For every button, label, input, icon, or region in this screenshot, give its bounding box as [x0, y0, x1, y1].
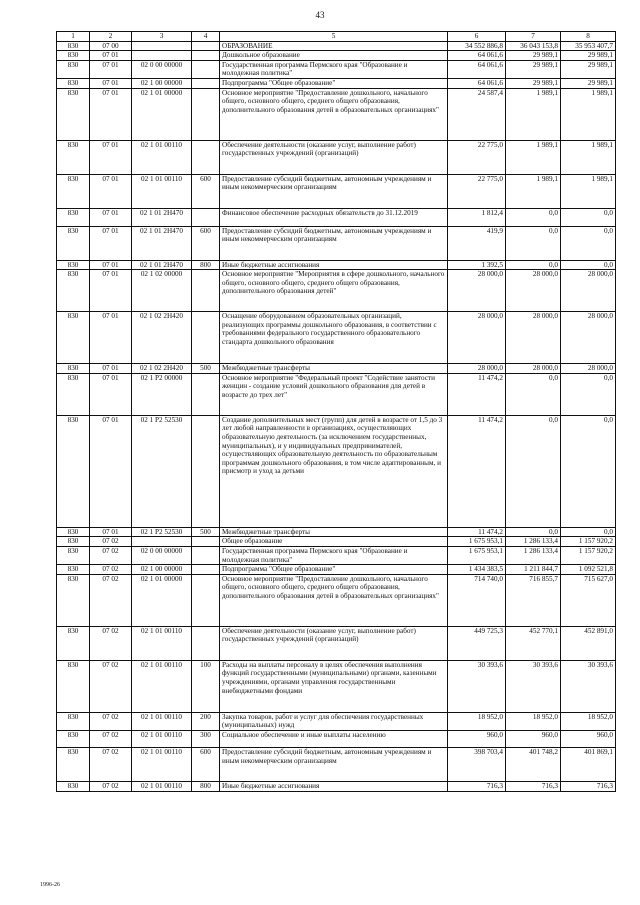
column-number-row	[57, 32, 616, 42]
ministry-code-cell: 830	[57, 373, 90, 415]
amount-year2-cell: 0,0	[506, 208, 561, 226]
amount-year1-cell: 64 061,6	[448, 51, 506, 61]
section-code-cell: 07 02	[90, 747, 132, 781]
column-header: 6	[448, 32, 506, 42]
amount-year3-cell: 401 869,1	[561, 747, 616, 781]
table-row	[57, 140, 616, 174]
target-article-cell: 02 1 Р2 00000	[132, 373, 192, 415]
expense-type-cell	[192, 88, 220, 140]
table-row	[57, 60, 616, 78]
section-code-cell: 07 01	[90, 51, 132, 61]
amount-year1-cell: 22 775,0	[448, 174, 506, 208]
description-cell: Оснащение оборудованием образовательных организаций, реализующих программы дошкольного образования, в соответствии с требованиями федерального государственного образовательного стандарта дошкольного образования	[220, 312, 448, 364]
amount-year3-cell: 1 989,1	[561, 140, 616, 174]
target-article-cell: 02 1 01 00110	[132, 140, 192, 174]
amount-year3-cell: 716,3	[561, 781, 616, 791]
amount-year3-cell: 1 989,1	[561, 88, 616, 140]
expense-type-cell	[192, 41, 220, 51]
amount-year3-cell: 960,0	[561, 730, 616, 747]
table-row	[57, 747, 616, 781]
expense-type-cell: 600	[192, 747, 220, 781]
table-row	[57, 312, 616, 364]
page-number: 43	[315, 10, 325, 20]
target-article-cell: 02 1 02 2Н420	[132, 312, 192, 364]
ministry-code-cell: 830	[57, 660, 90, 712]
amount-year2-cell: 0,0	[506, 373, 561, 415]
ministry-code-cell: 830	[57, 41, 90, 51]
amount-year3-cell: 0,0	[561, 260, 616, 270]
amount-year1-cell: 11 474,2	[448, 415, 506, 527]
description-cell: Основное мероприятие "Федеральный проект "Содействие занятости женщин - создание условий дошкольного образования для детей в возрасте до трех лет"	[220, 373, 448, 415]
target-article-cell	[132, 51, 192, 61]
description-cell: Предоставление субсидий бюджетным, автономным учреждениям и иным некоммерческим организациям	[220, 226, 448, 260]
section-code-cell: 07 01	[90, 208, 132, 226]
ministry-code-cell: 830	[57, 51, 90, 61]
description-cell: Подпрограмма "Общее образование"	[220, 565, 448, 575]
ministry-code-cell: 830	[57, 626, 90, 660]
ministry-code-cell: 830	[57, 415, 90, 527]
amount-year1-cell: 11 474,2	[448, 527, 506, 537]
table-row	[57, 226, 616, 260]
section-code-cell: 07 01	[90, 364, 132, 374]
section-code-cell: 07 01	[90, 226, 132, 260]
ministry-code-cell: 830	[57, 546, 90, 564]
section-code-cell: 07 02	[90, 730, 132, 747]
section-code-cell: 07 02	[90, 565, 132, 575]
expense-type-cell	[192, 537, 220, 547]
section-code-cell: 07 02	[90, 660, 132, 712]
section-code-cell: 07 01	[90, 260, 132, 270]
section-code-cell: 07 01	[90, 60, 132, 78]
expense-type-cell	[192, 626, 220, 660]
ministry-code-cell: 830	[57, 527, 90, 537]
target-article-cell: 02 1 01 00000	[132, 574, 192, 626]
amount-year1-cell: 24 587,4	[448, 88, 506, 140]
description-cell: Обеспечение деятельности (оказание услуг, выполнение работ) государственных учреждений (организаций)	[220, 626, 448, 660]
target-article-cell: 02 1 01 00110	[132, 174, 192, 208]
description-cell: Обеспечение деятельности (оказание услуг, выполнение работ) государственных учреждений (организаций)	[220, 140, 448, 174]
expense-type-cell: 200	[192, 712, 220, 730]
ministry-code-cell: 830	[57, 78, 90, 88]
section-code-cell: 07 01	[90, 78, 132, 88]
ministry-code-cell: 830	[57, 747, 90, 781]
target-article-cell: 02 1 Р2 52530	[132, 527, 192, 537]
target-article-cell: 02 1 01 2Н470	[132, 226, 192, 260]
amount-year2-cell: 401 748,2	[506, 747, 561, 781]
section-code-cell: 07 01	[90, 88, 132, 140]
section-code-cell: 07 01	[90, 270, 132, 312]
amount-year3-cell: 28 000,0	[561, 364, 616, 374]
column-header: 2	[90, 32, 132, 42]
section-code-cell: 07 02	[90, 537, 132, 547]
amount-year2-cell: 960,0	[506, 730, 561, 747]
amount-year2-cell: 0,0	[506, 226, 561, 260]
amount-year2-cell: 28 000,0	[506, 312, 561, 364]
amount-year1-cell: 716,3	[448, 781, 506, 791]
amount-year3-cell: 29 989,1	[561, 78, 616, 88]
section-code-cell: 07 01	[90, 373, 132, 415]
amount-year1-cell: 18 952,0	[448, 712, 506, 730]
ministry-code-cell: 830	[57, 226, 90, 260]
section-code-cell: 07 01	[90, 174, 132, 208]
amount-year3-cell: 0,0	[561, 373, 616, 415]
amount-year1-cell: 11 474,2	[448, 373, 506, 415]
description-cell: Расходы на выплаты персоналу в целях обеспечения выполнения функций государственными (муниципальными) органами, казенными учреждениями, органами управления государственными внебюджетными фондами	[220, 660, 448, 712]
column-header: 3	[132, 32, 192, 42]
target-article-cell: 02 1 01 00110	[132, 660, 192, 712]
ministry-code-cell: 830	[57, 574, 90, 626]
amount-year3-cell: 1 989,1	[561, 174, 616, 208]
table-row	[57, 415, 616, 527]
description-cell: Предоставление субсидий бюджетным, автономным учреждениям и иным некоммерческим организациям	[220, 747, 448, 781]
expense-type-cell	[192, 415, 220, 527]
ministry-code-cell: 830	[57, 88, 90, 140]
amount-year2-cell: 716 855,7	[506, 574, 561, 626]
ministry-code-cell: 830	[57, 174, 90, 208]
expense-type-cell: 600	[192, 174, 220, 208]
column-header: 7	[506, 32, 561, 42]
description-cell: Общее образование	[220, 537, 448, 547]
expense-type-cell	[192, 78, 220, 88]
amount-year1-cell: 1 675 953,1	[448, 546, 506, 564]
amount-year3-cell: 1 157 920,2	[561, 537, 616, 547]
amount-year2-cell: 0,0	[506, 527, 561, 537]
ministry-code-cell: 830	[57, 208, 90, 226]
expense-type-cell: 800	[192, 781, 220, 791]
amount-year3-cell: 452 891,0	[561, 626, 616, 660]
ministry-code-cell: 830	[57, 565, 90, 575]
amount-year3-cell: 715 627,0	[561, 574, 616, 626]
amount-year1-cell: 1 392,5	[448, 260, 506, 270]
amount-year2-cell: 29 989,1	[506, 60, 561, 78]
table-row	[57, 574, 616, 626]
table-row	[57, 270, 616, 312]
target-article-cell: 02 0 00 00000	[132, 546, 192, 564]
description-cell: Закупка товаров, работ и услуг для обеспечения государственных (муниципальных) нужд	[220, 712, 448, 730]
expense-type-cell: 800	[192, 260, 220, 270]
target-article-cell: 02 1 01 00110	[132, 712, 192, 730]
amount-year3-cell: 28 000,0	[561, 312, 616, 364]
section-code-cell: 07 01	[90, 312, 132, 364]
amount-year3-cell: 29 989,1	[561, 51, 616, 61]
amount-year1-cell: 398 703,4	[448, 747, 506, 781]
target-article-cell: 02 1 02 2Н420	[132, 364, 192, 374]
table-row	[57, 660, 616, 712]
description-cell: Основное мероприятие "Предоставление дошкольного, начального общего, основного общего, среднего общего образования, дополнительного образования детей в образовательных организациях"	[220, 88, 448, 140]
amount-year1-cell: 22 775,0	[448, 140, 506, 174]
amount-year2-cell: 28 000,0	[506, 270, 561, 312]
expense-type-cell	[192, 565, 220, 575]
ministry-code-cell: 830	[57, 60, 90, 78]
ministry-code-cell: 830	[57, 730, 90, 747]
amount-year1-cell: 1 812,4	[448, 208, 506, 226]
amount-year1-cell: 449 725,3	[448, 626, 506, 660]
description-cell: Иные бюджетные ассигнования	[220, 781, 448, 791]
ministry-code-cell: 830	[57, 312, 90, 364]
target-article-cell: 02 1 01 00110	[132, 747, 192, 781]
ministry-code-cell: 830	[57, 140, 90, 174]
table-row	[57, 78, 616, 88]
ministry-code-cell: 830	[57, 270, 90, 312]
amount-year1-cell: 30 393,6	[448, 660, 506, 712]
amount-year3-cell: 18 952,0	[561, 712, 616, 730]
table-row	[57, 208, 616, 226]
description-cell: Основное мероприятие "Мероприятия в сфере дошкольного, начального общего, основного общего, среднего общего образования, дополнительного образования детей"	[220, 270, 448, 312]
section-code-cell: 07 02	[90, 626, 132, 660]
target-article-cell: 02 1 01 00110	[132, 781, 192, 791]
expense-type-cell	[192, 60, 220, 78]
target-article-cell: 02 1 01 2Н470	[132, 208, 192, 226]
amount-year2-cell: 0,0	[506, 260, 561, 270]
table-row	[57, 781, 616, 791]
section-code-cell: 07 01	[90, 415, 132, 527]
amount-year2-cell: 0,0	[506, 415, 561, 527]
amount-year1-cell: 28 000,0	[448, 312, 506, 364]
table-row	[57, 364, 616, 374]
expense-type-cell	[192, 546, 220, 564]
target-article-cell: 02 1 02 00000	[132, 270, 192, 312]
table-row	[57, 174, 616, 208]
target-article-cell: 02 1 00 00000	[132, 78, 192, 88]
description-cell: Дошкольное образование	[220, 51, 448, 61]
amount-year3-cell: 35 953 407,7	[561, 41, 616, 51]
column-header: 8	[561, 32, 616, 42]
amount-year2-cell: 1 211 844,7	[506, 565, 561, 575]
table-row	[57, 88, 616, 140]
amount-year2-cell: 29 989,1	[506, 78, 561, 88]
expense-type-cell: 300	[192, 730, 220, 747]
description-cell: Основное мероприятие "Предоставление дошкольного, начального общего, основного общего, среднего общего образования, дополнительного образования детей в образовательных организациях"	[220, 574, 448, 626]
table-row	[57, 565, 616, 575]
description-cell: Иные бюджетные ассигнования	[220, 260, 448, 270]
amount-year1-cell: 64 061,6	[448, 60, 506, 78]
budget-table	[56, 31, 616, 792]
expense-type-cell	[192, 270, 220, 312]
amount-year3-cell: 0,0	[561, 527, 616, 537]
description-cell: Социальное обеспечение и иные выплаты населению	[220, 730, 448, 747]
amount-year1-cell: 960,0	[448, 730, 506, 747]
expense-type-cell	[192, 574, 220, 626]
amount-year1-cell: 1 675 953,1	[448, 537, 506, 547]
expense-type-cell	[192, 312, 220, 364]
amount-year2-cell: 30 393,6	[506, 660, 561, 712]
amount-year3-cell: 0,0	[561, 226, 616, 260]
amount-year1-cell: 714 740,0	[448, 574, 506, 626]
table-row	[57, 537, 616, 547]
column-header: 1	[57, 32, 90, 42]
amount-year1-cell: 28 000,0	[448, 364, 506, 374]
ministry-code-cell: 830	[57, 364, 90, 374]
amount-year3-cell: 29 989,1	[561, 60, 616, 78]
table-row	[57, 546, 616, 564]
expense-type-cell	[192, 140, 220, 174]
ministry-code-cell: 830	[57, 537, 90, 547]
description-cell: Создание дополнительных мест (групп) для детей в возрасте от 1,5 до 3 лет любой направленности в организациях, осуществляющих образовательную деятельность (за исключением государственных, муниципальных), и у индивидуальных предпринимателей, осуществляющих образовательную деятельность по образовательным программам дошкольного образования, в том числе адаптированным, и присмотр и уход за детьми	[220, 415, 448, 527]
column-header: 4	[192, 32, 220, 42]
section-code-cell: 07 01	[90, 140, 132, 174]
table-row	[57, 527, 616, 537]
target-article-cell	[132, 41, 192, 51]
amount-year2-cell: 1 286 133,4	[506, 537, 561, 547]
section-code-cell: 07 02	[90, 712, 132, 730]
expense-type-cell	[192, 373, 220, 415]
amount-year2-cell: 1 989,1	[506, 140, 561, 174]
table-row	[57, 373, 616, 415]
description-cell: Государственная программа Пермского края "Образование и молодежная политика"	[220, 60, 448, 78]
target-article-cell: 02 1 Р2 52530	[132, 415, 192, 527]
target-article-cell: 02 0 00 00000	[132, 60, 192, 78]
description-cell: Финансовое обеспечение расходных обязательств до 31.12.2019	[220, 208, 448, 226]
amount-year3-cell: 1 092 521,8	[561, 565, 616, 575]
expense-type-cell	[192, 208, 220, 226]
description-cell: Предоставление субсидий бюджетным, автономным учреждениям и иным некоммерческим организациям	[220, 174, 448, 208]
amount-year2-cell: 18 952,0	[506, 712, 561, 730]
table-row	[57, 51, 616, 61]
expense-type-cell	[192, 51, 220, 61]
table-row	[57, 41, 616, 51]
column-header: 5	[220, 32, 448, 42]
amount-year3-cell: 0,0	[561, 415, 616, 527]
amount-year1-cell: 1 434 383,5	[448, 565, 506, 575]
amount-year1-cell: 28 000,0	[448, 270, 506, 312]
amount-year1-cell: 419,9	[448, 226, 506, 260]
amount-year3-cell: 1 157 920,2	[561, 546, 616, 564]
table-row	[57, 260, 616, 270]
amount-year3-cell: 0,0	[561, 208, 616, 226]
section-code-cell: 07 02	[90, 546, 132, 564]
expense-type-cell: 500	[192, 527, 220, 537]
amount-year1-cell: 64 061,6	[448, 78, 506, 88]
target-article-cell: 02 1 00 00000	[132, 565, 192, 575]
description-cell: Подпрограмма "Общее образование"	[220, 78, 448, 88]
footer-code: 1996-26	[40, 882, 60, 888]
target-article-cell	[132, 537, 192, 547]
description-cell: Межбюджетные трансферты	[220, 527, 448, 537]
amount-year2-cell: 36 043 153,8	[506, 41, 561, 51]
target-article-cell: 02 1 01 00000	[132, 88, 192, 140]
description-cell: ОБРАЗОВАНИЕ	[220, 41, 448, 51]
expense-type-cell: 100	[192, 660, 220, 712]
section-code-cell: 07 01	[90, 527, 132, 537]
amount-year2-cell: 1 286 133,4	[506, 546, 561, 564]
amount-year2-cell: 1 989,1	[506, 88, 561, 140]
table-row	[57, 730, 616, 747]
amount-year2-cell: 1 989,1	[506, 174, 561, 208]
description-cell: Государственная программа Пермского края "Образование и молодежная политика"	[220, 546, 448, 564]
target-article-cell: 02 1 01 00110	[132, 730, 192, 747]
amount-year2-cell: 28 000,0	[506, 364, 561, 374]
description-cell: Межбюджетные трансферты	[220, 364, 448, 374]
ministry-code-cell: 830	[57, 781, 90, 791]
amount-year2-cell: 29 989,1	[506, 51, 561, 61]
amount-year3-cell: 30 393,6	[561, 660, 616, 712]
ministry-code-cell: 830	[57, 712, 90, 730]
section-code-cell: 07 02	[90, 781, 132, 791]
expense-type-cell: 600	[192, 226, 220, 260]
section-code-cell: 07 02	[90, 574, 132, 626]
amount-year3-cell: 28 000,0	[561, 270, 616, 312]
expense-type-cell: 500	[192, 364, 220, 374]
section-code-cell: 07 00	[90, 41, 132, 51]
table-row	[57, 626, 616, 660]
target-article-cell: 02 1 01 00110	[132, 626, 192, 660]
target-article-cell: 02 1 01 2Н470	[132, 260, 192, 270]
amount-year2-cell: 452 770,1	[506, 626, 561, 660]
ministry-code-cell: 830	[57, 260, 90, 270]
amount-year2-cell: 716,3	[506, 781, 561, 791]
table-row	[57, 712, 616, 730]
amount-year1-cell: 34 552 886,8	[448, 41, 506, 51]
